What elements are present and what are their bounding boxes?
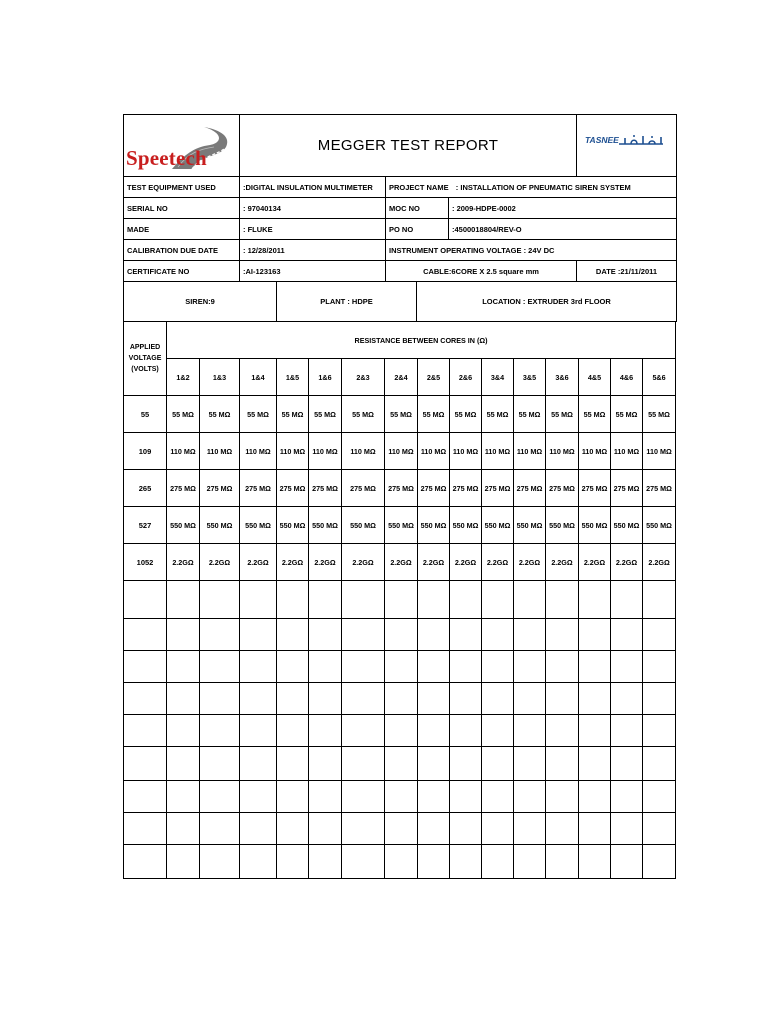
resistance-value: 550 MΩ bbox=[200, 507, 240, 544]
empty-cell bbox=[546, 715, 579, 747]
empty-cell bbox=[342, 683, 385, 715]
location: LOCATION : EXTRUDER 3rd FLOOR bbox=[417, 282, 677, 322]
core-pair-header: 2&6 bbox=[450, 359, 482, 396]
empty-cell bbox=[514, 581, 546, 619]
resistance-value: 550 MΩ bbox=[482, 507, 514, 544]
report-date: DATE :21/11/2011 bbox=[577, 261, 677, 282]
resistance-value: 55 MΩ bbox=[546, 396, 579, 433]
empty-cell bbox=[643, 651, 676, 683]
resistance-value: 110 MΩ bbox=[240, 433, 277, 470]
resistance-value: 2.2GΩ bbox=[611, 544, 643, 581]
tasnee-logo-text: TASNEE bbox=[585, 135, 619, 145]
empty-cell bbox=[309, 813, 342, 845]
tasnee-arabic-logo-icon bbox=[617, 133, 667, 149]
empty-cell bbox=[200, 683, 240, 715]
empty-cell bbox=[342, 845, 385, 879]
empty-cell bbox=[240, 747, 277, 781]
resistance-value: 275 MΩ bbox=[611, 470, 643, 507]
speetech-logo-text: Speetech bbox=[126, 146, 207, 170]
made-label: MADE bbox=[124, 219, 240, 240]
resistance-value: 2.2GΩ bbox=[200, 544, 240, 581]
empty-cell bbox=[643, 781, 676, 813]
project-name bbox=[386, 177, 677, 198]
applied-voltage-value: 109 bbox=[124, 433, 167, 470]
resistance-value: 55 MΩ bbox=[514, 396, 546, 433]
resistance-value: 110 MΩ bbox=[385, 433, 418, 470]
empty-cell bbox=[167, 845, 200, 879]
empty-cell bbox=[611, 651, 643, 683]
resistance-value: 275 MΩ bbox=[514, 470, 546, 507]
empty-cell bbox=[418, 747, 450, 781]
empty-cell bbox=[385, 781, 418, 813]
empty-cell bbox=[385, 813, 418, 845]
empty-cell bbox=[546, 651, 579, 683]
resistance-results-table bbox=[123, 321, 676, 879]
empty-cell bbox=[514, 781, 546, 813]
empty-cell bbox=[342, 781, 385, 813]
empty-cell bbox=[385, 619, 418, 651]
empty-cell bbox=[579, 781, 611, 813]
resistance-value: 550 MΩ bbox=[418, 507, 450, 544]
empty-cell bbox=[385, 651, 418, 683]
empty-cell bbox=[611, 747, 643, 781]
speetech-logo bbox=[124, 115, 240, 177]
resistance-value: 2.2GΩ bbox=[167, 544, 200, 581]
empty-cell bbox=[482, 747, 514, 781]
empty-cell bbox=[482, 715, 514, 747]
empty-cell bbox=[124, 781, 167, 813]
empty-cell bbox=[418, 813, 450, 845]
moc-label: MOC NO bbox=[386, 198, 449, 219]
empty-cell bbox=[546, 619, 579, 651]
resistance-value: 275 MΩ bbox=[418, 470, 450, 507]
empty-cell bbox=[277, 683, 309, 715]
empty-cell bbox=[309, 651, 342, 683]
empty-cell bbox=[277, 651, 309, 683]
core-pair-header: 1&2 bbox=[167, 359, 200, 396]
empty-cell bbox=[450, 781, 482, 813]
resistance-value: 550 MΩ bbox=[385, 507, 418, 544]
resistance-value: 110 MΩ bbox=[611, 433, 643, 470]
resistance-value: 275 MΩ bbox=[309, 470, 342, 507]
empty-cell bbox=[240, 715, 277, 747]
megger-test-report bbox=[123, 114, 676, 879]
empty-table-row bbox=[124, 845, 676, 879]
resistance-value: 55 MΩ bbox=[579, 396, 611, 433]
empty-cell bbox=[611, 781, 643, 813]
core-pair-header: 1&3 bbox=[200, 359, 240, 396]
empty-cell bbox=[124, 747, 167, 781]
empty-cell bbox=[342, 619, 385, 651]
empty-cell bbox=[450, 747, 482, 781]
empty-cell bbox=[309, 683, 342, 715]
empty-table-row bbox=[124, 651, 676, 683]
core-pair-header: 4&6 bbox=[611, 359, 643, 396]
empty-cell bbox=[546, 581, 579, 619]
resistance-value: 55 MΩ bbox=[167, 396, 200, 433]
empty-cell bbox=[579, 581, 611, 619]
empty-cell bbox=[124, 651, 167, 683]
siren-number: SIREN:9 bbox=[124, 282, 277, 322]
core-pair-header: 2&3 bbox=[342, 359, 385, 396]
core-pair-header: 2&5 bbox=[418, 359, 450, 396]
resistance-value: 2.2GΩ bbox=[418, 544, 450, 581]
table-row bbox=[124, 470, 676, 507]
resistance-value: 550 MΩ bbox=[240, 507, 277, 544]
resistance-value: 2.2GΩ bbox=[579, 544, 611, 581]
resistance-value: 55 MΩ bbox=[200, 396, 240, 433]
cable-spec: CABLE:6CORE X 2.5 square mm bbox=[386, 261, 577, 282]
report-header bbox=[123, 114, 677, 177]
empty-cell bbox=[200, 581, 240, 619]
empty-cell bbox=[200, 845, 240, 879]
site-info bbox=[123, 281, 677, 322]
empty-cell bbox=[277, 581, 309, 619]
empty-cell bbox=[342, 747, 385, 781]
certificate-label: CERTIFICATE NO bbox=[124, 261, 240, 282]
resistance-value: 110 MΩ bbox=[643, 433, 676, 470]
instrument-voltage: INSTRUMENT OPERATING VOLTAGE : 24V DC bbox=[386, 240, 677, 261]
made-value: : FLUKE bbox=[240, 219, 386, 240]
resistance-value: 55 MΩ bbox=[418, 396, 450, 433]
core-pair-header: 2&4 bbox=[385, 359, 418, 396]
project-name-label: PROJECT NAME bbox=[389, 182, 449, 192]
resistance-value: 2.2GΩ bbox=[240, 544, 277, 581]
calibration-value: : 12/28/2011 bbox=[240, 240, 386, 261]
empty-cell bbox=[240, 845, 277, 879]
empty-cell bbox=[240, 781, 277, 813]
empty-cell bbox=[611, 581, 643, 619]
resistance-value: 55 MΩ bbox=[385, 396, 418, 433]
resistance-value: 110 MΩ bbox=[482, 433, 514, 470]
resistance-value: 55 MΩ bbox=[611, 396, 643, 433]
empty-cell bbox=[309, 747, 342, 781]
empty-cell bbox=[309, 619, 342, 651]
empty-cell bbox=[482, 683, 514, 715]
empty-cell bbox=[643, 813, 676, 845]
empty-cell bbox=[124, 715, 167, 747]
empty-cell bbox=[482, 619, 514, 651]
applied-voltage-value: 55 bbox=[124, 396, 167, 433]
empty-cell bbox=[124, 619, 167, 651]
empty-cell bbox=[450, 715, 482, 747]
empty-cell bbox=[418, 581, 450, 619]
empty-cell bbox=[277, 845, 309, 879]
resistance-value: 2.2GΩ bbox=[342, 544, 385, 581]
resistance-value: 275 MΩ bbox=[200, 470, 240, 507]
core-pair-header: 1&4 bbox=[240, 359, 277, 396]
empty-cell bbox=[240, 683, 277, 715]
empty-cell bbox=[167, 747, 200, 781]
empty-cell bbox=[277, 781, 309, 813]
empty-cell bbox=[385, 715, 418, 747]
empty-cell bbox=[482, 581, 514, 619]
empty-cell bbox=[643, 683, 676, 715]
empty-cell bbox=[643, 715, 676, 747]
resistance-value: 550 MΩ bbox=[546, 507, 579, 544]
empty-cell bbox=[643, 581, 676, 619]
table-row bbox=[124, 396, 676, 433]
applied-voltage-header bbox=[124, 322, 167, 396]
resistance-value: 550 MΩ bbox=[277, 507, 309, 544]
resistance-value: 550 MΩ bbox=[611, 507, 643, 544]
empty-cell bbox=[167, 813, 200, 845]
resistance-value: 275 MΩ bbox=[167, 470, 200, 507]
empty-cell bbox=[167, 683, 200, 715]
empty-cell bbox=[240, 581, 277, 619]
empty-cell bbox=[514, 813, 546, 845]
empty-cell bbox=[277, 813, 309, 845]
core-pair-header: 3&6 bbox=[546, 359, 579, 396]
resistance-value: 110 MΩ bbox=[514, 433, 546, 470]
moc-value: : 2009-HDPE-0002 bbox=[449, 198, 677, 219]
equipment-info bbox=[123, 176, 677, 282]
empty-cell bbox=[611, 813, 643, 845]
empty-cell bbox=[418, 619, 450, 651]
resistance-value: 550 MΩ bbox=[167, 507, 200, 544]
empty-cell bbox=[277, 619, 309, 651]
resistance-value: 275 MΩ bbox=[482, 470, 514, 507]
resistance-value: 2.2GΩ bbox=[546, 544, 579, 581]
empty-cell bbox=[611, 683, 643, 715]
empty-cell bbox=[450, 619, 482, 651]
resistance-value: 55 MΩ bbox=[643, 396, 676, 433]
empty-cell bbox=[579, 813, 611, 845]
empty-cell bbox=[514, 651, 546, 683]
resistance-value: 550 MΩ bbox=[579, 507, 611, 544]
applied-voltage-label-line: APPLIED bbox=[129, 344, 161, 351]
resistance-value: 110 MΩ bbox=[277, 433, 309, 470]
empty-cell bbox=[342, 581, 385, 619]
empty-cell bbox=[200, 619, 240, 651]
resistance-value: 2.2GΩ bbox=[643, 544, 676, 581]
empty-cell bbox=[385, 581, 418, 619]
empty-cell bbox=[611, 619, 643, 651]
empty-cell bbox=[482, 845, 514, 879]
resistance-value: 550 MΩ bbox=[514, 507, 546, 544]
empty-cell bbox=[579, 747, 611, 781]
empty-table-row bbox=[124, 715, 676, 747]
empty-cell bbox=[546, 683, 579, 715]
empty-cell bbox=[385, 747, 418, 781]
empty-table-row bbox=[124, 619, 676, 651]
resistance-value: 2.2GΩ bbox=[482, 544, 514, 581]
po-value: :4500018804/REV-O bbox=[449, 219, 677, 240]
empty-cell bbox=[200, 651, 240, 683]
empty-cell bbox=[167, 781, 200, 813]
empty-cell bbox=[450, 651, 482, 683]
core-pair-header: 5&6 bbox=[643, 359, 676, 396]
project-name-value: : INSTALLATION OF PNEUMATIC SIREN SYSTEM bbox=[455, 182, 631, 192]
plant-name: PLANT : HDPE bbox=[277, 282, 417, 322]
empty-table-row bbox=[124, 581, 676, 619]
empty-cell bbox=[514, 845, 546, 879]
empty-cell bbox=[643, 619, 676, 651]
empty-cell bbox=[418, 683, 450, 715]
resistance-value: 110 MΩ bbox=[546, 433, 579, 470]
page-title: MEGGER TEST REPORT bbox=[240, 115, 577, 177]
empty-cell bbox=[579, 651, 611, 683]
resistance-header: RESISTANCE BETWEEN CORES IN (Ω) bbox=[167, 322, 676, 359]
empty-cell bbox=[277, 747, 309, 781]
applied-voltage-value: 527 bbox=[124, 507, 167, 544]
certificate-value: :AI-123163 bbox=[240, 261, 386, 282]
core-pair-header: 3&4 bbox=[482, 359, 514, 396]
empty-cell bbox=[200, 747, 240, 781]
empty-cell bbox=[240, 619, 277, 651]
empty-table-row bbox=[124, 747, 676, 781]
empty-cell bbox=[124, 813, 167, 845]
empty-table-row bbox=[124, 813, 676, 845]
resistance-value: 110 MΩ bbox=[418, 433, 450, 470]
resistance-value: 55 MΩ bbox=[450, 396, 482, 433]
resistance-value: 275 MΩ bbox=[579, 470, 611, 507]
test-equipment-label: TEST EQUIPMENT USED bbox=[124, 177, 240, 198]
empty-cell bbox=[418, 715, 450, 747]
empty-cell bbox=[124, 581, 167, 619]
empty-cell bbox=[611, 845, 643, 879]
empty-cell bbox=[579, 845, 611, 879]
core-pair-header: 1&5 bbox=[277, 359, 309, 396]
core-pair-header: 4&5 bbox=[579, 359, 611, 396]
empty-cell bbox=[546, 845, 579, 879]
empty-cell bbox=[546, 781, 579, 813]
empty-cell bbox=[385, 683, 418, 715]
empty-cell bbox=[482, 781, 514, 813]
empty-cell bbox=[167, 651, 200, 683]
empty-cell bbox=[418, 651, 450, 683]
resistance-value: 55 MΩ bbox=[482, 396, 514, 433]
table-row bbox=[124, 433, 676, 470]
empty-cell bbox=[309, 845, 342, 879]
calibration-label: CALIBRATION DUE DATE bbox=[124, 240, 240, 261]
empty-cell bbox=[643, 845, 676, 879]
empty-cell bbox=[342, 813, 385, 845]
resistance-value: 550 MΩ bbox=[450, 507, 482, 544]
empty-cell bbox=[309, 581, 342, 619]
empty-cell bbox=[611, 715, 643, 747]
resistance-value: 550 MΩ bbox=[342, 507, 385, 544]
resistance-value: 110 MΩ bbox=[309, 433, 342, 470]
empty-cell bbox=[418, 845, 450, 879]
empty-cell bbox=[450, 845, 482, 879]
empty-cell bbox=[167, 715, 200, 747]
empty-cell bbox=[514, 683, 546, 715]
empty-cell bbox=[514, 747, 546, 781]
core-pair-header: 1&6 bbox=[309, 359, 342, 396]
empty-cell bbox=[342, 715, 385, 747]
empty-cell bbox=[309, 781, 342, 813]
empty-cell bbox=[418, 781, 450, 813]
empty-cell bbox=[482, 651, 514, 683]
resistance-value: 275 MΩ bbox=[385, 470, 418, 507]
resistance-value: 55 MΩ bbox=[277, 396, 309, 433]
serial-value: : 97040134 bbox=[240, 198, 386, 219]
resistance-value: 275 MΩ bbox=[450, 470, 482, 507]
resistance-value: 110 MΩ bbox=[167, 433, 200, 470]
empty-cell bbox=[579, 619, 611, 651]
resistance-value: 550 MΩ bbox=[309, 507, 342, 544]
empty-cell bbox=[450, 813, 482, 845]
empty-cell bbox=[167, 619, 200, 651]
empty-cell bbox=[124, 683, 167, 715]
resistance-value: 275 MΩ bbox=[643, 470, 676, 507]
test-equipment-value: :DIGITAL INSULATION MULTIMETER bbox=[240, 177, 386, 198]
resistance-value: 275 MΩ bbox=[342, 470, 385, 507]
empty-cell bbox=[200, 781, 240, 813]
resistance-value: 110 MΩ bbox=[579, 433, 611, 470]
empty-cell bbox=[643, 747, 676, 781]
resistance-value: 110 MΩ bbox=[200, 433, 240, 470]
po-label: PO NO bbox=[386, 219, 449, 240]
resistance-value: 55 MΩ bbox=[240, 396, 277, 433]
serial-label: SERIAL NO bbox=[124, 198, 240, 219]
empty-cell bbox=[309, 715, 342, 747]
empty-cell bbox=[240, 813, 277, 845]
tasnee-logo bbox=[577, 115, 677, 177]
resistance-value: 110 MΩ bbox=[450, 433, 482, 470]
empty-cell bbox=[579, 683, 611, 715]
table-row bbox=[124, 507, 676, 544]
empty-cell bbox=[200, 715, 240, 747]
empty-table-row bbox=[124, 781, 676, 813]
resistance-value: 2.2GΩ bbox=[309, 544, 342, 581]
resistance-value: 275 MΩ bbox=[277, 470, 309, 507]
table-row bbox=[124, 544, 676, 581]
resistance-value: 2.2GΩ bbox=[450, 544, 482, 581]
empty-cell bbox=[450, 683, 482, 715]
resistance-value: 55 MΩ bbox=[309, 396, 342, 433]
empty-cell bbox=[514, 715, 546, 747]
empty-cell bbox=[482, 813, 514, 845]
resistance-value: 55 MΩ bbox=[342, 396, 385, 433]
resistance-value: 275 MΩ bbox=[546, 470, 579, 507]
resistance-value: 2.2GΩ bbox=[514, 544, 546, 581]
resistance-value: 110 MΩ bbox=[342, 433, 385, 470]
applied-voltage-label-line: VOLTAGE bbox=[128, 355, 162, 362]
empty-cell bbox=[546, 813, 579, 845]
empty-cell bbox=[277, 715, 309, 747]
empty-cell bbox=[579, 715, 611, 747]
empty-cell bbox=[167, 581, 200, 619]
empty-cell bbox=[240, 651, 277, 683]
empty-cell bbox=[450, 581, 482, 619]
resistance-value: 2.2GΩ bbox=[385, 544, 418, 581]
applied-voltage-value: 1052 bbox=[124, 544, 167, 581]
empty-cell bbox=[514, 619, 546, 651]
empty-cell bbox=[200, 813, 240, 845]
resistance-value: 275 MΩ bbox=[240, 470, 277, 507]
resistance-value: 550 MΩ bbox=[643, 507, 676, 544]
resistance-value: 2.2GΩ bbox=[277, 544, 309, 581]
applied-voltage-label-line: (VOLTS) bbox=[131, 366, 159, 373]
empty-table-row bbox=[124, 683, 676, 715]
empty-cell bbox=[342, 651, 385, 683]
empty-cell bbox=[385, 845, 418, 879]
core-pair-header: 3&5 bbox=[514, 359, 546, 396]
empty-cell bbox=[546, 747, 579, 781]
applied-voltage-value: 265 bbox=[124, 470, 167, 507]
empty-cell bbox=[124, 845, 167, 879]
